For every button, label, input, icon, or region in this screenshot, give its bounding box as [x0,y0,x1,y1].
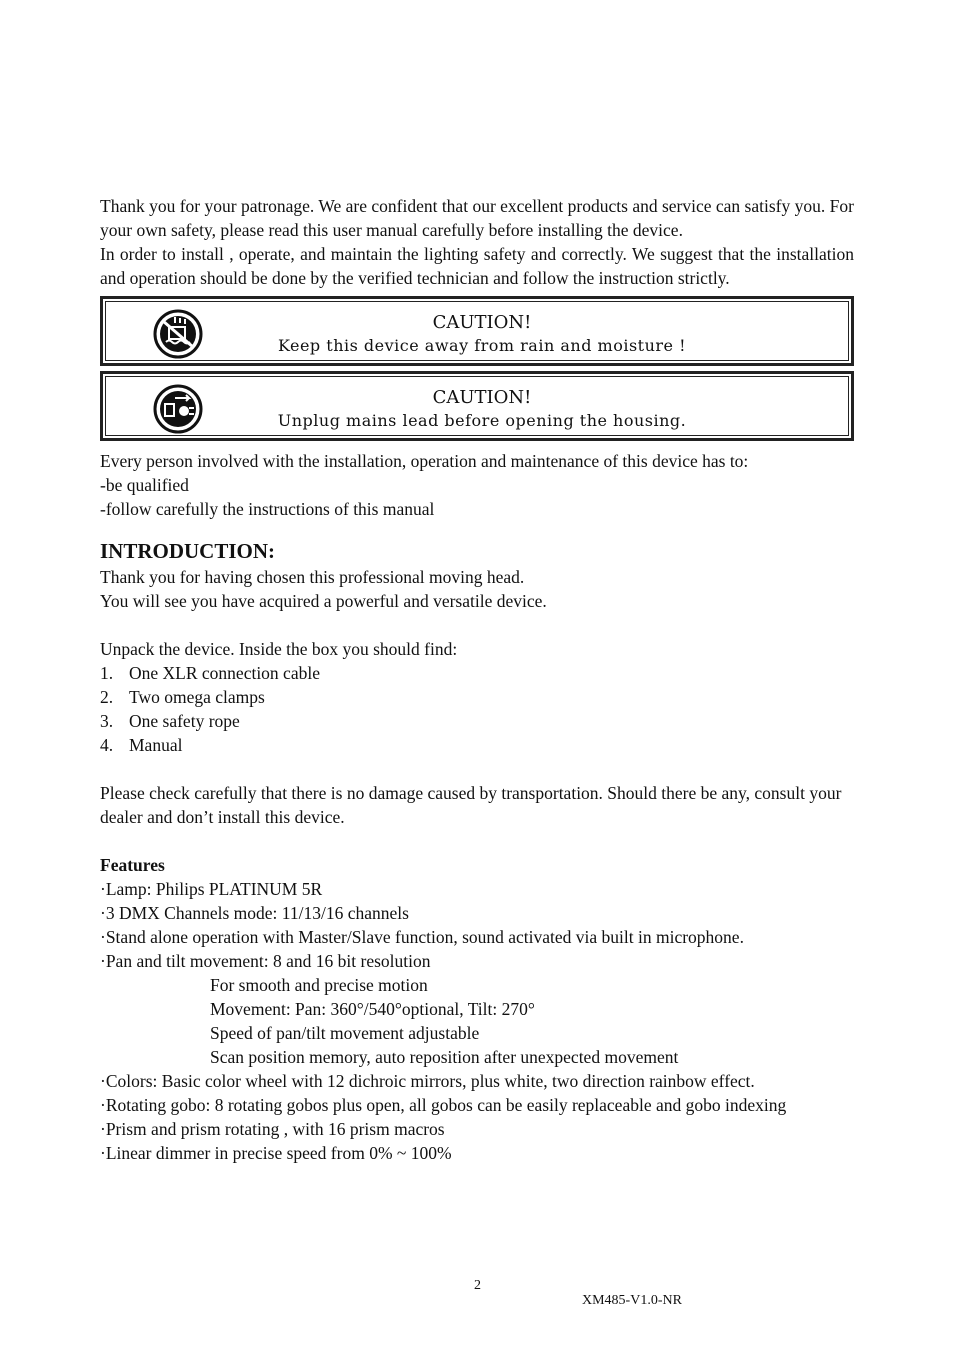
document-id: XM485-V1.0-NR [582,1293,682,1308]
list-item: 3. One safety rope [100,711,240,731]
caution-box-rain [100,296,854,366]
requirement-item: -be qualified [100,475,189,495]
feature-detail: Scan position memory, auto reposition after unexpected movement [210,1047,679,1067]
caution-text: Keep this device away from rain and moisture ! [277,336,687,355]
introduction-line: Thank you for having chosen this professional moving head. [100,567,525,587]
list-item: 1. One XLR connection cable [100,663,320,683]
feature-item: ·Lamp: Philips PLATINUM 5R [100,879,323,899]
feature-item: ·Pan and tilt movement: 8 and 16 bit resolution [100,951,431,971]
damage-note: Please check carefully that there is no damage caused by transportation. Should there be any, consult your dealer and don’t install this device. [100,783,842,827]
feature-item: ·3 DMX Channels mode: 11/13/16 channels [100,903,409,923]
feature-item: ·Stand alone operation with Master/Slave function, sound activated via built in microphone. [100,927,744,947]
feature-item: ·Rotating gobo: 8 rotating gobos plus open, all gobos can be easily replaceable and gobo indexing [100,1095,787,1115]
requirement-item: -follow carefully the instructions of this manual [100,499,435,519]
caution-title: CAUTION! [432,387,532,408]
intro-paragraph-1: Thank you for your patronage. We are confident that our excellent products and service can satisfy you. For your own safety, please read this user manual carefully before installing the device. [100,196,854,240]
feature-detail: Movement: Pan: 360°/540°optional, Tilt: 270° [210,999,535,1019]
feature-detail: For smooth and precise motion [210,975,428,995]
box-contents-list [100,661,854,757]
caution-text: Unplug mains lead before opening the housing. [277,411,687,430]
list-item: 2. Two omega clamps [100,687,265,707]
intro-paragraph-2: In order to install , operate, and maintain the lighting safety and correctly. We suggest that the installation and operation should be done by the verified technician and follow the instruction strictly. [100,244,854,288]
features-heading: Features [100,855,165,875]
page-number: 2 [474,1278,481,1293]
caution-box-unplug [100,371,854,441]
unpack-lead: Unpack the device. Inside the box you should find: [100,639,458,659]
manual-page [100,194,854,1165]
introduction-line: You will see you have acquired a powerful and versatile device. [100,591,547,611]
caution-title: CAUTION! [432,312,532,333]
feature-detail: Speed of pan/tilt movement adjustable [210,1023,480,1043]
requirements-lead: Every person involved with the installation, operation and maintenance of this device has to: [100,451,749,471]
feature-item: ·Colors: Basic color wheel with 12 dichroic mirrors, plus white, two direction rainbow effect. [100,1071,755,1091]
feature-item: ·Prism and prism rotating , with 16 prism macros [100,1119,445,1139]
feature-item: ·Linear dimmer in precise speed from 0% ~ 100% [100,1143,452,1163]
list-item: 4. Manual [100,735,183,755]
introduction-heading: INTRODUCTION: [100,539,276,563]
